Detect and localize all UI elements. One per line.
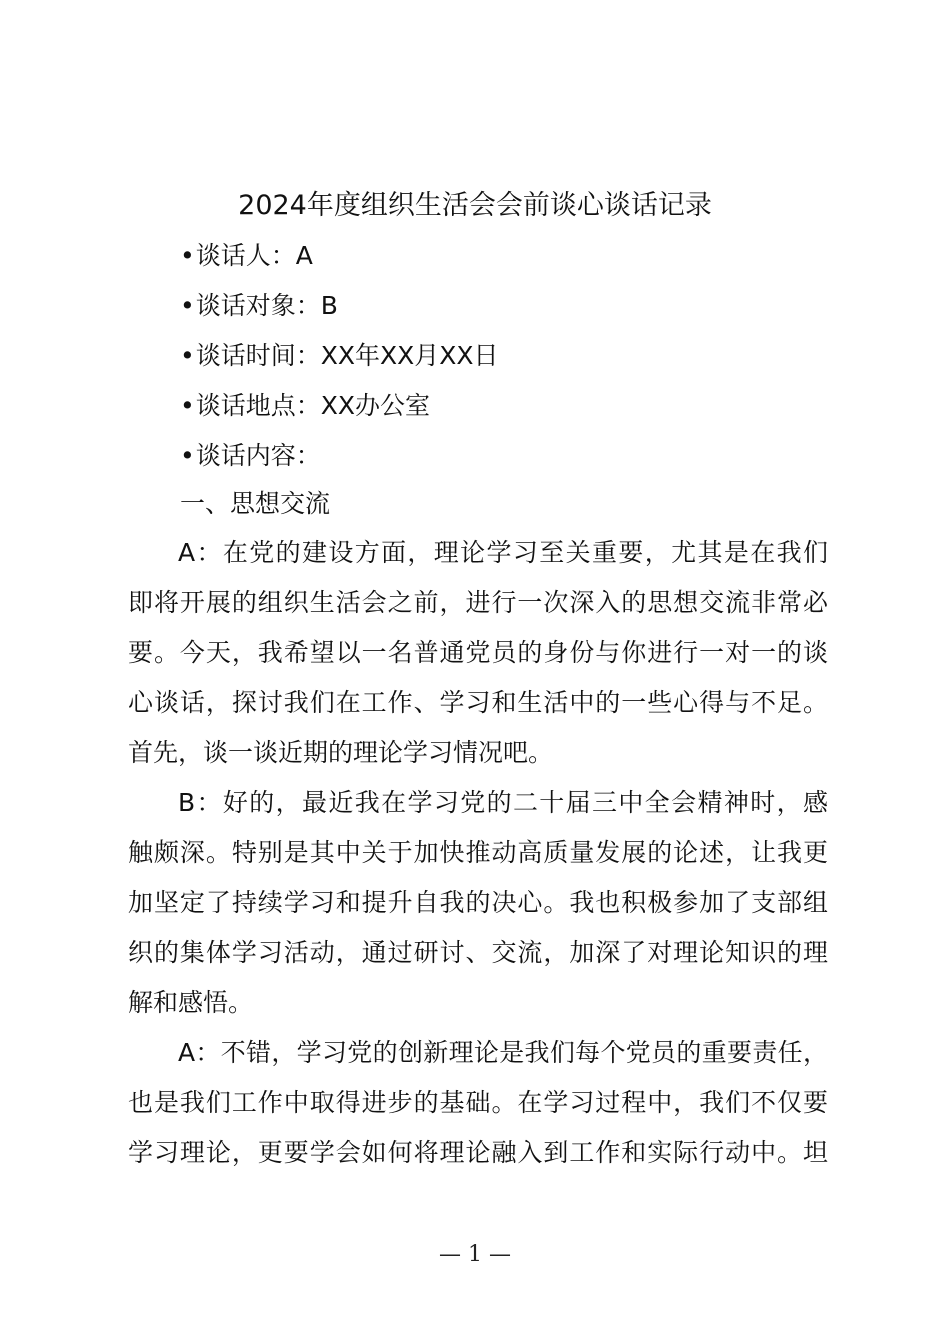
page-number: — 1 — — [439, 1242, 511, 1267]
meta-time-text: 谈话时间：XX年XX月XX日 — [195, 341, 499, 370]
meta-interviewee-text: 谈话对象：B — [195, 291, 338, 320]
paragraph-line: B：好的，最近我在学习党的二十届三中全会精神时，感 — [178, 788, 828, 817]
bullet-icon: • — [180, 441, 195, 470]
paragraph-line: 即将开展的组织生活会之前，进行一次深入的思想交流非常必 — [128, 588, 828, 617]
paragraph-line: 首先，谈一谈近期的理论学习情况吧。 — [128, 738, 554, 767]
paragraph-line: 解和感悟。 — [128, 988, 254, 1017]
paragraph-line: 织的集体学习活动，通过研讨、交流，加深了对理论知识的理 — [128, 938, 828, 967]
section-heading: 一、思想交流 — [180, 489, 331, 518]
paragraph-line: A：不错，学习党的创新理论是我们每个党员的重要责任， — [178, 1038, 828, 1067]
meta-speaker-text: 谈话人：A — [195, 241, 313, 270]
meta-location-text: 谈话地点：XX办公室 — [195, 391, 431, 420]
meta-interviewee — [180, 288, 338, 324]
bullet-icon: • — [180, 241, 195, 270]
meta-location — [180, 388, 430, 424]
bullet-icon: • — [180, 291, 195, 320]
paragraph-3 — [128, 1028, 828, 1178]
paragraph-line: 学习理论，更要学会如何将理论融入到工作和实际行动中。坦 — [128, 1138, 828, 1167]
bullet-icon: • — [180, 341, 195, 370]
paragraph-2 — [128, 778, 828, 1028]
paragraph-line: 加坚定了持续学习和提升自我的决心。我也积极参加了支部组 — [128, 888, 828, 917]
paragraph-line: 要。今天，我希望以一名普通党员的身份与你进行一对一的谈 — [128, 638, 828, 667]
meta-speaker — [180, 238, 313, 274]
meta-time — [180, 338, 499, 374]
paragraph-1 — [128, 528, 828, 778]
meta-content-text: 谈话内容： — [195, 441, 321, 470]
paragraph-line: A：在党的建设方面，理论学习至关重要，尤其是在我们 — [178, 538, 828, 567]
bullet-icon: • — [180, 391, 195, 420]
paragraph-line: 触颇深。特别是其中关于加快推动高质量发展的论述，让我更 — [128, 838, 828, 867]
meta-content — [180, 438, 321, 474]
document-title: 2024年度组织生活会会前谈心谈话记录 — [238, 190, 712, 221]
paragraph-line: 也是我们工作中取得进步的基础。在学习过程中，我们不仅要 — [128, 1088, 828, 1117]
paragraph-line: 心谈话，探讨我们在工作、学习和生活中的一些心得与不足。 — [128, 688, 828, 717]
